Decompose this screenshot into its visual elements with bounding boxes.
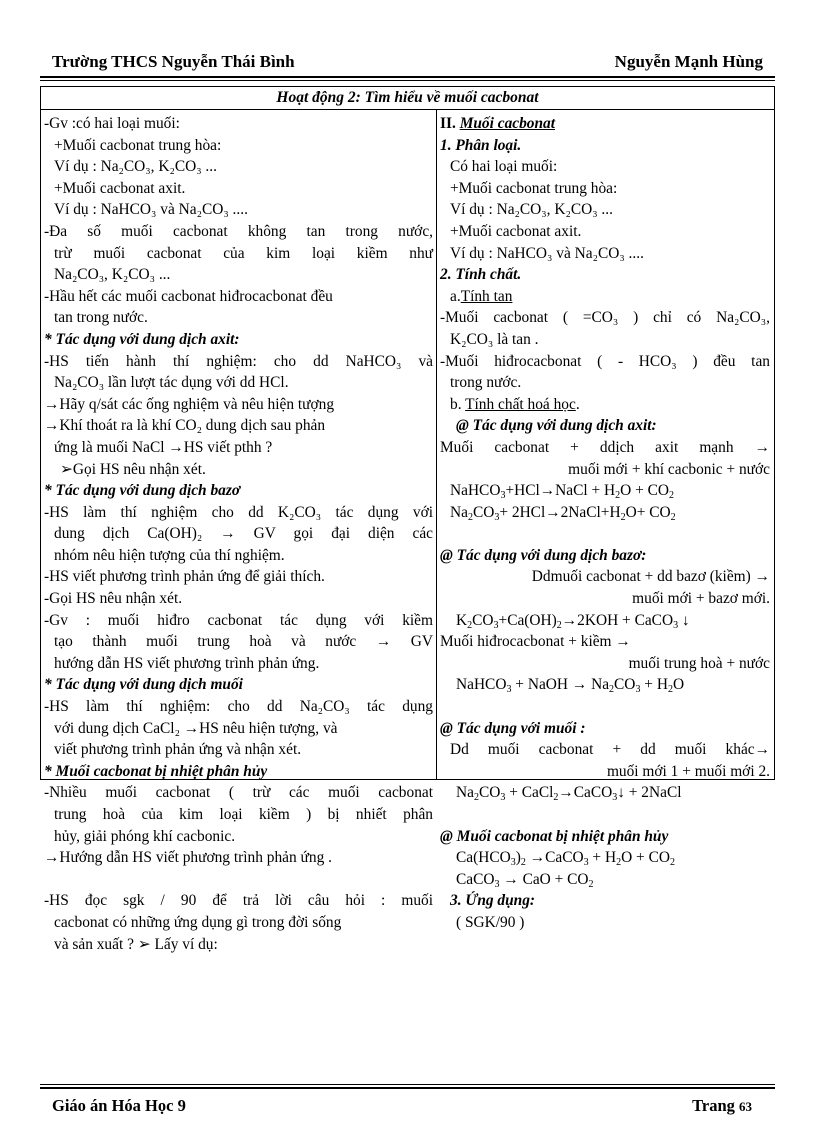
text-line: Muối hiđrocacbonat + kiềm → bbox=[440, 633, 631, 651]
page-header bbox=[52, 52, 763, 76]
text-line: trung hoà của kim loại kiềm ) bị nhiết phân bbox=[54, 806, 433, 823]
equation: CaCO$_3$ → CaO + $CO_2$ bbox=[456, 870, 594, 890]
equation: $K_2CO_3+Ca(OH)_2\to 2KOH$ + CaCO$_3$ ↓ bbox=[456, 611, 690, 631]
text-line: -Muối hiđrocacbonat ( - HCO₃ ) đều tan bbox=[440, 352, 770, 370]
footer-title: Giáo án Hóa Học 9 bbox=[52, 1096, 186, 1115]
equation: NaHCO$_3$+HCl→NaCl + $H_2O + CO_2$ bbox=[450, 482, 675, 502]
text-line: Ví dụ : NaHCO₃ và Na₂CO₃ .... bbox=[54, 201, 248, 219]
text-line: muối mới + bazơ mới. bbox=[632, 590, 770, 608]
text-line: Ddmuối cacbonat + dd bazơ (kiềm) → bbox=[531, 568, 770, 586]
text-line: viết phương trình phản ứng và nhận xét. bbox=[54, 741, 302, 759]
text-line: -Đa số muối cacbonat không tan trong nước, bbox=[44, 222, 433, 240]
text-line: Ví dụ : NaHCO₃ và Na₂CO₃ .... bbox=[450, 244, 644, 262]
section-number: II. bbox=[440, 115, 460, 132]
lesson-table bbox=[40, 86, 775, 953]
equation: $Ca(HCO_3)_2$ →CaCO$_3$ + $H_2O + CO_2$ bbox=[456, 849, 675, 869]
text-line: -HS tiến hành thí nghiệm: cho dd NaHCO₃ và bbox=[44, 352, 433, 370]
text-line: hủy, giải phóng khí cacbonic. bbox=[54, 827, 236, 845]
text-line: ứng là muối NaCl →HS viết pthh ? bbox=[54, 438, 273, 456]
column-divider bbox=[436, 110, 437, 779]
teacher-activity-column bbox=[44, 113, 433, 955]
text-line: -Gv : muối hiđro cacbonat tác dụng với kiềm bbox=[44, 611, 433, 629]
spacer bbox=[440, 804, 770, 826]
item-letter: b. bbox=[450, 395, 466, 413]
section-title-text: Muối cacbonat bbox=[459, 115, 556, 132]
text-line: +Muối cacbonat axit. bbox=[54, 179, 186, 197]
section-heading: * Tác dụng với dung dịch muối bbox=[44, 676, 243, 694]
teacher-name: Nguyễn Mạnh Hùng bbox=[614, 52, 763, 71]
text-line: -Gv :có hai loại muối: bbox=[44, 115, 180, 132]
section-heading: * Muối cacbonat bị nhiệt phân hủy bbox=[44, 762, 268, 780]
item-title: Tính tan bbox=[460, 287, 513, 305]
text-line: →Hãy q/sát các ống nghiệm và nêu hiện tượng bbox=[44, 395, 335, 413]
spacer bbox=[44, 869, 433, 891]
page-number bbox=[692, 1096, 752, 1116]
text-line: tan trong nước. bbox=[54, 309, 148, 327]
reaction-heading: @ Muối cacbonat bị nhiệt phân hủy bbox=[440, 827, 669, 845]
section-title bbox=[440, 113, 770, 135]
text-line: trừ muối cacbonat của kim loại kiềm như bbox=[54, 244, 433, 262]
text-line: ➢Gọi HS nêu nhận xét. bbox=[60, 460, 206, 478]
reaction-heading: @ Tác dụng với muối : bbox=[440, 719, 586, 737]
text-line: K₂CO₃ là tan . bbox=[450, 330, 539, 348]
text-line: trong nước. bbox=[450, 374, 522, 392]
content-column bbox=[440, 113, 770, 934]
subsection-heading: 2. Tính chất. bbox=[440, 266, 522, 284]
spacer bbox=[440, 523, 770, 545]
text-line: tạo thành muối trung hoà và nước → GV bbox=[54, 633, 433, 651]
equation: NaHCO$_3$ + NaOH → $Na_2CO_3 + H_2O$ bbox=[456, 676, 685, 696]
text-line: -HS làm thí nghiệm cho dd K₂CO₃ tác dụng với bbox=[44, 503, 433, 521]
text-line: và sản xuất ? ➢ Lấy ví dụ: bbox=[54, 935, 218, 953]
text-line: -Hầu hết các muối cacbonat hiđrocacbonat đều bbox=[44, 287, 333, 305]
school-name: Trường THCS Nguyễn Thái Bình bbox=[52, 52, 295, 71]
item-heading bbox=[440, 286, 770, 308]
text-line: Có hai loại muối: bbox=[450, 158, 558, 176]
section-heading: * Tác dụng với dung dịch bazơ bbox=[44, 482, 241, 500]
footer-rule bbox=[40, 1087, 775, 1089]
text-line: cacbonat có những ứng dụng gì trong đời sống bbox=[54, 913, 342, 931]
page-value: 63 bbox=[739, 1099, 752, 1114]
section-heading: * Tác dụng với dung dịch axit: bbox=[44, 330, 240, 348]
subsection-heading: 1. Phân loại. bbox=[440, 136, 522, 154]
spacer bbox=[440, 696, 770, 718]
text-line: -Gọi HS nêu nhận xét. bbox=[44, 590, 183, 608]
text-line: +Muối cacbonat axit. bbox=[450, 222, 582, 240]
reaction-heading: @ Tác dụng với dung dịch axit: bbox=[456, 417, 657, 435]
text-line: Na₂CO₃, K₂CO₃ ... bbox=[54, 266, 171, 284]
item-heading bbox=[440, 394, 770, 416]
item-letter: a. bbox=[450, 287, 461, 305]
text-line: +Muối cacbonat trung hòa: bbox=[54, 136, 222, 154]
header-rule-thin bbox=[40, 80, 775, 81]
text-line: với dung dịch CaCl₂ →HS nêu hiện tượng, và bbox=[54, 719, 338, 737]
text-line: -Nhiều muối cacbonat ( trừ các muối cacbonat bbox=[44, 784, 433, 802]
text-line: Dd muối cacbonat + dd muối khác→ bbox=[450, 741, 770, 759]
header-rule bbox=[40, 76, 775, 78]
text-line: -HS làm thí nghiệm: cho dd Na₂CO₃ tác dụng bbox=[44, 698, 433, 716]
text-line: muối mới 1 + muối mới 2. bbox=[606, 762, 770, 780]
text-line: nhóm nêu hiện tượng của thí nghiệm. bbox=[54, 546, 285, 564]
text-line: ( SGK/90 ) bbox=[456, 913, 525, 931]
text-line: Muối cacbonat + ddịch axit mạnh → bbox=[440, 438, 770, 456]
subsection-heading: 3. Ứng dụng: bbox=[450, 892, 536, 910]
text-line: Na₂CO₃ lần lượt tác dụng với dd HCl. bbox=[54, 374, 289, 392]
text-line: hướng dẫn HS viết phương trình phản ứng. bbox=[54, 654, 320, 672]
equation: $Na_2CO_3+$ $2HCl\to 2NaCl+H_2O+ CO_2$ bbox=[450, 503, 676, 523]
text-line: +Muối cacbonat trung hòa: bbox=[450, 179, 618, 197]
item-title: Tính chất hoá học bbox=[465, 395, 576, 413]
footer-rule-thin bbox=[40, 1084, 775, 1085]
text-line: -HS đọc sgk / 90 để trả lời câu hỏi : muối bbox=[44, 892, 433, 910]
text-line: muối mới + khí cacbonic + nước bbox=[568, 460, 770, 478]
reaction-heading: @ Tác dụng với dung dịch bazơ: bbox=[440, 546, 647, 564]
text-line: dung dịch Ca(OH)₂ → GV gọi đại diện các bbox=[54, 525, 433, 543]
text-line: Ví dụ : Na₂CO₃, K₂CO₃ ... bbox=[54, 158, 217, 176]
text-line: muối trung hoà + nước bbox=[628, 654, 770, 672]
text-line: →Khí thoát ra là khí CO₂ dung dịch sau phản bbox=[44, 417, 326, 435]
text-line: Ví dụ : Na₂CO₃, K₂CO₃ ... bbox=[450, 201, 613, 219]
text-line: -HS viết phương trình phản ứng để giải thích. bbox=[44, 568, 325, 586]
equation: $Na_2CO_3$ + CaCl$_2$→CaCO$_3$↓ + 2NaCl bbox=[456, 784, 682, 804]
text-line: -Muối cacbonat ( =CO₃ ) chỉ có Na₂CO₃, bbox=[440, 309, 770, 327]
text-line: →Hướng dẫn HS viết phương trình phản ứng . bbox=[44, 849, 332, 867]
page-label: Trang bbox=[692, 1096, 739, 1115]
item-period: . bbox=[575, 395, 580, 413]
table-title: Hoạt động 2: Tìm hiểu về muối cacbonat bbox=[41, 87, 774, 110]
